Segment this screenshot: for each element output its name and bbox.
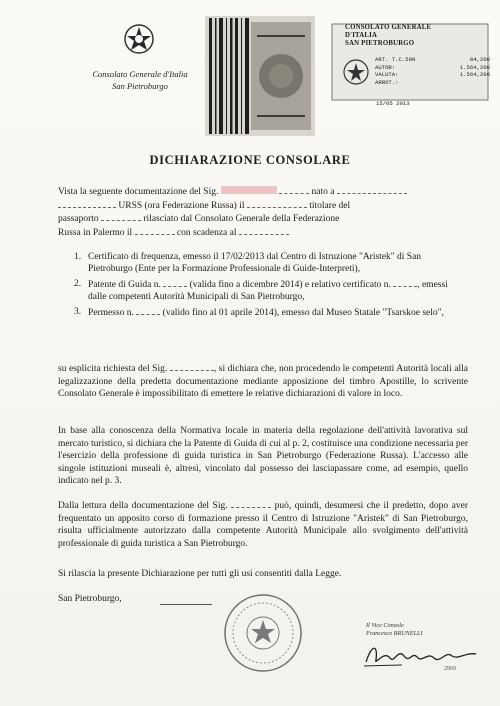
list-text: (valido fino al 01 aprile 2014), emesso dal Museo Statale "Tsarskoe selo", xyxy=(162,307,444,318)
intro-line xyxy=(58,199,468,213)
blank-field xyxy=(163,278,187,287)
fee-label: ART. T.C.50N xyxy=(375,56,416,63)
paragraph-closing: Si rilascia la presente Dichiarazione per tutti gli usi consentiti dalla Legge. xyxy=(58,569,342,579)
handwritten-signature xyxy=(362,640,480,668)
fee-value: 84,200 xyxy=(469,56,490,63)
fee-seal-icon xyxy=(342,58,370,86)
signature-ref: 2969 xyxy=(444,666,456,672)
paragraph-text: Dalla lettura della documentazione del Sig. xyxy=(58,501,228,511)
intro-line xyxy=(58,212,468,226)
fee-stamp-ref: 15/05 2013 xyxy=(376,100,410,107)
fee-stamp-title-line2: SAN PIETROBURGO xyxy=(345,40,415,47)
list-item xyxy=(74,251,466,276)
redacted-name xyxy=(221,186,277,194)
consulate-line1: Consolato Generale d'Italia xyxy=(92,69,188,79)
fee-label: VALUTA: xyxy=(375,71,399,79)
italian-emblem-icon xyxy=(122,22,156,56)
intro-line xyxy=(58,226,468,240)
paragraph-conclusion xyxy=(58,499,468,550)
list-item xyxy=(74,306,466,319)
blank-field xyxy=(136,306,160,315)
intro-text: passaporto xyxy=(58,214,99,225)
blank-field xyxy=(58,199,116,208)
paragraph-regulation: In base alla conoscenza della Normativa locale in materia della regolazione dell'attività lavorativa sul mercato turistico, si dichiara che la Patente di Guida di cui al p. 2, costituisce una condizione necessaria per l'esercizio della professione di guida turistica in San Pietroburgo (Federazione Russa). L'accesso alle singole istituzioni museali è, altresì, vincolato dal possesso dei lasciapassare come, ad esempio, quello indicato nel p. 3. xyxy=(58,426,468,487)
paragraph-request xyxy=(58,362,468,401)
blank-field xyxy=(231,499,271,508)
consular-seal-icon xyxy=(222,592,304,674)
intro-text: Vista la seguente documentazione del Sig. xyxy=(58,187,219,197)
intro-line xyxy=(58,185,468,199)
consulate-line2: San Pietroburgo xyxy=(112,81,168,91)
intro-text: URSS (ora Federazione Russa) il xyxy=(118,200,245,211)
intro-text: nato a xyxy=(311,187,335,197)
blank-field xyxy=(247,199,307,208)
intro-text: titolare del xyxy=(309,200,351,211)
fee-value: 1.564,200 xyxy=(459,63,490,71)
fee-value: 1.564,200 xyxy=(459,71,490,79)
intro-text: rilasciato dal Consolato Generale della Federazione xyxy=(143,214,340,225)
blank-field xyxy=(393,278,417,287)
place-line: San Pietroburgo, xyxy=(58,594,122,604)
blank-field xyxy=(337,185,407,194)
signatory-name: Francesco BRUNELLI xyxy=(366,630,423,638)
blank-field xyxy=(135,226,175,235)
list-number: 2. xyxy=(74,278,82,289)
document-title: DICHIARAZIONE CONSOLARE xyxy=(149,153,351,167)
list-text: , emessi dalle competenti Autorità Municipali di San Pietroburgo, xyxy=(88,279,448,303)
signatory-role: Il Vice Console xyxy=(366,622,404,629)
intro-text: con scadenza al xyxy=(176,227,237,238)
list-text: (valida fino a dicembre 2014) e relativo certificato n. xyxy=(189,279,391,290)
fee-stamp-title xyxy=(345,24,455,48)
fee-labels xyxy=(375,56,435,86)
paragraph-text: su esplicita richiesta del Sig. xyxy=(58,364,168,374)
blank-field xyxy=(279,185,309,194)
consulate-heading xyxy=(70,68,210,92)
list-text: Patente di Guida n. xyxy=(88,279,161,290)
intro-paragraph xyxy=(58,185,468,239)
blank-field xyxy=(170,362,214,371)
fee-label: AUTOR: xyxy=(375,63,396,71)
fee-values xyxy=(438,56,490,79)
documents-list xyxy=(74,251,466,321)
intro-text: Russa in Palermo il xyxy=(58,227,133,238)
date-blank-field xyxy=(160,604,212,605)
fee-stamp-title-line1: CONSOLATO GENERALE D'ITALIA xyxy=(345,24,432,39)
paragraph-text: , si dichiara che, non procedendo le competenti Autorità locali alla legalizzazione della predetta documentazione mediante apposizione del timbro Apostille, lo scrivente Consolato Generale è impossibilitato di emettere le relative dichiarazioni di valore in loco. xyxy=(58,364,468,400)
list-text: Permesso n. xyxy=(88,307,134,318)
list-text: Certificato di frequenza, emesso il 17/02/2013 dal Centro di Istruzione "Aristek" di San Pietroburgo (Ente per la Formazione Professionale di Guide-Interpreti), xyxy=(88,252,422,275)
paragraph-text: può, quindi, desumersi che il predetto, dopo aver frequentato un apposito corso di formazione presso il Centro di Istruzione "Aristek" di San Pietroburgo, risulta ufficialmente autorizzato dalla competente Autorità Municipale allo svolgimento dell'attività professionale di guida turistica a San Pietroburgo. xyxy=(58,501,469,549)
blank-field xyxy=(101,212,141,221)
list-item xyxy=(74,278,466,304)
signature-block xyxy=(366,622,476,639)
blank-field xyxy=(239,226,289,235)
fee-label: ARROT.: xyxy=(375,78,399,86)
revenue-stamp-barcode xyxy=(205,16,315,136)
list-number: 3. xyxy=(74,306,82,317)
list-number: 1. xyxy=(74,252,82,262)
